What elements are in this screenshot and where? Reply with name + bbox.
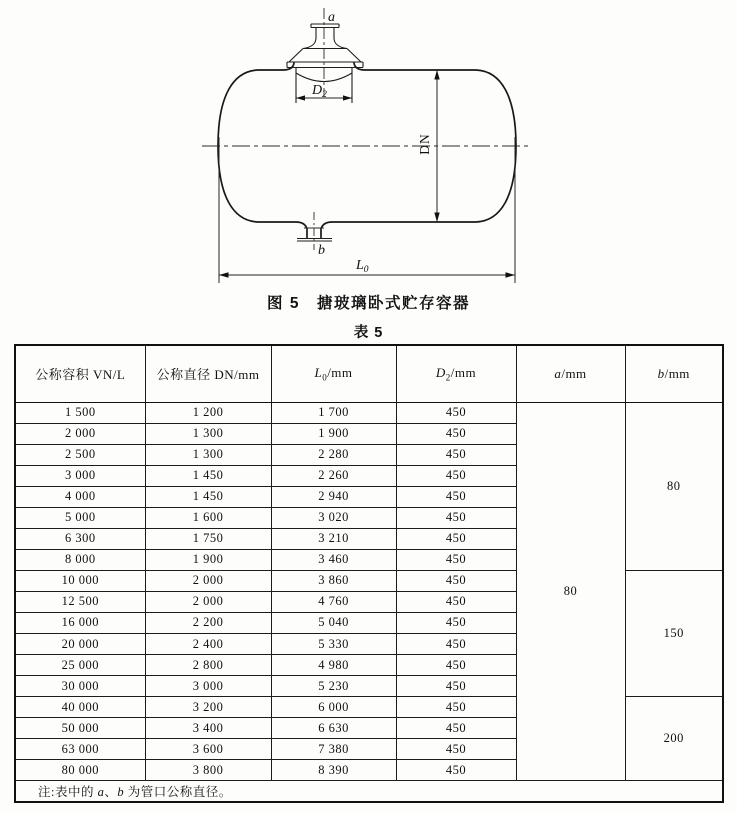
table-cell: 2 000: [145, 570, 271, 591]
cover-cone: [289, 49, 361, 63]
table-cell: 450: [396, 718, 516, 739]
table-cell: 3 460: [271, 549, 396, 570]
b-merged-cell: 150: [625, 570, 723, 696]
spec-table: [14, 344, 724, 803]
table-cell: 2 260: [271, 465, 396, 486]
table-cell: 6 300: [15, 528, 145, 549]
d2-arrow-left: [296, 95, 305, 100]
table-cell: 3 600: [145, 739, 271, 760]
header-b: b/mm: [625, 345, 723, 402]
table-cell: 1 300: [145, 444, 271, 465]
table-cell: 1 450: [145, 465, 271, 486]
table-cell: 2 940: [271, 486, 396, 507]
table-cell: 50 000: [15, 718, 145, 739]
table-cell: 1 900: [271, 423, 396, 444]
table-cell: 1 700: [271, 402, 396, 423]
table-cell: 40 000: [15, 697, 145, 718]
table-title: 表 5: [353, 325, 384, 341]
dn-arrow-bottom: [434, 213, 439, 223]
table-cell: 450: [396, 465, 516, 486]
table-cell: 8 390: [271, 760, 396, 781]
table-cell: 3 860: [271, 570, 396, 591]
table-cell: 4 980: [271, 655, 396, 676]
table-cell: 4 000: [15, 486, 145, 507]
table-note: 注:表中的 a、b 为管口公称直径。: [15, 781, 723, 802]
table-cell: 5 040: [271, 612, 396, 633]
l0-arrow-right: [506, 272, 516, 277]
table-cell: 10 000: [15, 570, 145, 591]
manway-flange: [287, 62, 363, 68]
table-cell: 450: [396, 612, 516, 633]
table-cell: 450: [396, 697, 516, 718]
table-cell: 12 500: [15, 591, 145, 612]
table-cell: 1 500: [15, 402, 145, 423]
table-cell: 2 200: [145, 612, 271, 633]
table-cell: 3 800: [145, 760, 271, 781]
l0-extension-lines: [219, 137, 515, 283]
a-merged-cell: 80: [516, 402, 625, 781]
table-cell: 2 500: [15, 444, 145, 465]
table-cell: 450: [396, 591, 516, 612]
table-cell: 6 630: [271, 718, 396, 739]
top-nozzle-neck: [316, 28, 334, 39]
vessel-diagram: [0, 0, 737, 290]
table-footer: [15, 781, 723, 802]
table-cell: 450: [396, 549, 516, 570]
table-cell: 450: [396, 528, 516, 549]
table-cell: 450: [396, 634, 516, 655]
table-cell: 63 000: [15, 739, 145, 760]
header-diameter: 公称直径 DN/mm: [145, 345, 271, 402]
table-cell: 3 000: [145, 676, 271, 697]
table-cell: 450: [396, 570, 516, 591]
table-cell: 2 800: [145, 655, 271, 676]
table-cell: 5 330: [271, 634, 396, 655]
table-cell: 450: [396, 402, 516, 423]
header-a: a/mm: [516, 345, 625, 402]
table-cell: 2 280: [271, 444, 396, 465]
label-d2: $D_2$: [312, 83, 327, 100]
table-cell: 1 300: [145, 423, 271, 444]
table-cell: 1 200: [145, 402, 271, 423]
table-cell: 80 000: [15, 760, 145, 781]
table-cell: 3 400: [145, 718, 271, 739]
label-l0: $L_0$: [356, 258, 369, 275]
bottom-nozzle-flange: [297, 239, 332, 242]
table-cell: 2 400: [145, 634, 271, 655]
table-cell: 3 000: [15, 465, 145, 486]
dn-arrow-top: [434, 70, 439, 80]
label-dn: DN: [417, 133, 432, 155]
table-cell: 7 380: [271, 739, 396, 760]
table-cell: 5 000: [15, 507, 145, 528]
table-cell: 450: [396, 507, 516, 528]
label-b: b: [318, 243, 325, 258]
table-cell: 450: [396, 739, 516, 760]
d2-arrow-right: [343, 95, 352, 100]
table-cell: 1 450: [145, 486, 271, 507]
table-cell: 3 200: [145, 697, 271, 718]
table-cell: 450: [396, 676, 516, 697]
table-header: [15, 345, 723, 402]
table-cell: 4 760: [271, 591, 396, 612]
table-cell: 16 000: [15, 612, 145, 633]
vessel-shell-left: [218, 63, 307, 238]
table-cell: 8 000: [15, 549, 145, 570]
label-a: a: [328, 10, 335, 25]
table-cell: 2 000: [15, 423, 145, 444]
table-cell: 450: [396, 760, 516, 781]
header-volume: 公称容积 VN/L: [15, 345, 145, 402]
table-cell: 450: [396, 444, 516, 465]
b-merged-cell: 80: [625, 402, 723, 570]
table-cell: 2 000: [145, 591, 271, 612]
header-l0: $L_0/mm$: [271, 345, 396, 402]
table-cell: 20 000: [15, 634, 145, 655]
nozzle-trumpet: [303, 38, 347, 49]
table-cell: 5 230: [271, 676, 396, 697]
table-cell: 1 750: [145, 528, 271, 549]
header-d2: $D_2/mm$: [396, 345, 516, 402]
table-cell: 30 000: [15, 676, 145, 697]
table-cell: 1 600: [145, 507, 271, 528]
table-cell: 1 900: [145, 549, 271, 570]
table-cell: 450: [396, 655, 516, 676]
table-cell: 3 020: [271, 507, 396, 528]
table-cell: 450: [396, 423, 516, 444]
table-cell: 450: [396, 486, 516, 507]
table-cell: 25 000: [15, 655, 145, 676]
figure-caption: 图 5 搪玻璃卧式贮存容器: [267, 295, 470, 312]
note-row: [15, 781, 723, 802]
table-body: [15, 402, 723, 781]
table-cell: 3 210: [271, 528, 396, 549]
table-row: [15, 402, 723, 423]
b-merged-cell: 200: [625, 697, 723, 781]
l0-arrow-left: [219, 272, 229, 277]
table-cell: 6 000: [271, 697, 396, 718]
